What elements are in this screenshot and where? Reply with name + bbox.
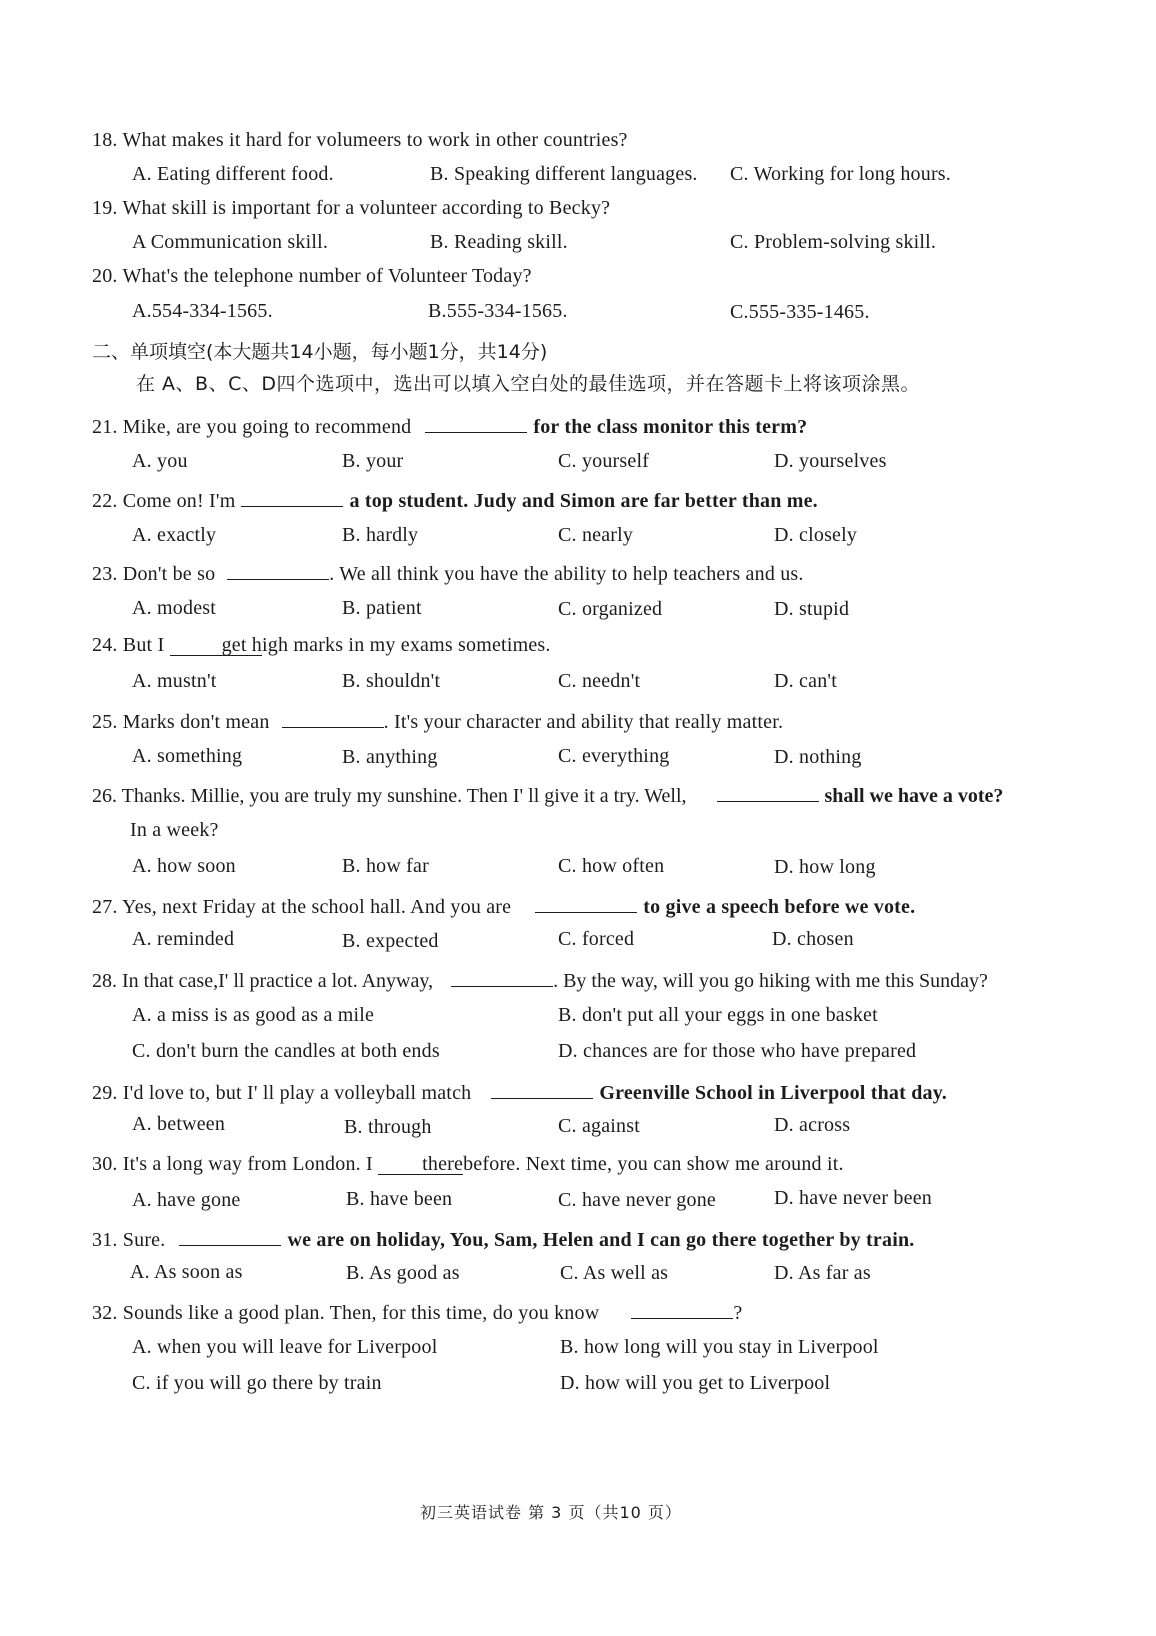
option-b: B. As good as [346,1262,460,1284]
option-d: D. across [774,1114,851,1136]
question-stem-end: we are on holiday, You, Sam, Helen and I can go there together by train. [287,1229,915,1251]
question-stem-end: shall we have a vote? [824,785,1004,807]
option-b: B. expected [342,930,439,952]
option-d: D. stupid [774,598,850,620]
question-stem: 21. Mike, are you going to recommend [92,416,412,438]
question-19 [92,198,610,218]
section-instruction: 在 A、B、C、D四个选项中，选出可以填入空白处的最佳选项，并在答题卡上将该项涂黑。 [136,373,920,395]
question-text: What's the telephone number of Volunteer Today? [122,265,532,287]
question-stem: 23. Don't be so [92,563,216,585]
question-stem-end: . It's your character and ability that really matter. [383,711,784,733]
question-31 [92,1227,914,1250]
option-b: B. hardly [342,524,419,546]
option-c: C. organized [558,598,663,620]
question-30 [92,1154,844,1175]
question-text: What skill is important for a volunteer according to Becky? [122,197,611,219]
question-stem-end: . We all think you have the ability to help teachers and us. [329,563,804,585]
answer-blank [491,1080,593,1099]
question-stem: 29. I'd love to, but I' ll play a volleyball match [92,1082,472,1104]
answer-blank [241,488,343,507]
option-d: D. As far as [774,1262,871,1284]
question-stem: 31. Sure. [92,1229,166,1251]
answer-blank [179,1227,281,1246]
option-a: A. a miss is as good as a mile [132,1004,375,1026]
question-number: 19. [92,197,118,219]
blank-text: there [422,1153,464,1175]
option-a: A Communication skill. [132,231,329,253]
option-b: B. have been [346,1188,453,1210]
question-20 [92,266,532,286]
option-a: A. exactly [132,524,217,546]
question-28 [92,968,988,991]
question-26-line2: In a week? [130,819,219,841]
option-b: B. how far [342,855,429,877]
option-a: A. something [132,745,243,767]
question-stem-end: for the class monitor this term? [533,416,808,438]
question-stem: 27. Yes, next Friday at the school hall. And you are [92,896,512,918]
question-24 [92,635,551,656]
blank-text: get h [221,634,262,656]
option-a: A. how soon [132,855,236,877]
option-c: C. yourself [558,450,650,472]
option-b: B. your [342,450,404,472]
option-a: A. mustn't [132,670,217,692]
option-d: D. have never been [774,1187,932,1209]
option-b: B. shouldn't [342,670,441,692]
question-number: 20. [92,265,118,287]
question-stem-end: igh marks in my exams sometimes. [262,634,551,656]
question-21 [92,414,807,437]
option-c: C. if you will go there by train [132,1372,382,1394]
option-c: C.555-335-1465. [730,301,870,323]
answer-blank [378,1154,463,1175]
option-d: D. nothing [774,746,862,768]
answer-blank [535,894,637,913]
answer-blank [170,635,262,656]
question-stem-end: Greenville School in Liverpool that day. [599,1082,948,1104]
question-29 [92,1080,947,1103]
answer-blank [451,968,553,987]
option-c: C. Problem-solving skill. [730,231,937,253]
answer-blank [425,414,527,433]
option-b: B. don't put all your eggs in one basket [558,1004,878,1026]
option-c: C. forced [558,928,635,950]
answer-blank [227,561,329,580]
question-stem-end: ? [733,1302,743,1324]
option-c: C. don't burn the candles at both ends [132,1040,440,1062]
answer-blank [631,1300,733,1319]
section-title: 二、单项填空(本大题共14小题，每小题1分，共14分) [92,341,548,363]
option-b: B. Reading skill. [430,231,568,253]
question-stem: 28. In that case,I' ll practice a lot. Anyway, [92,970,434,992]
option-a: A. when you will leave for Liverpool [132,1336,438,1358]
question-stem-end: a top student. Judy and Simon are far better than me. [349,490,818,512]
option-a: A.554-334-1565. [132,300,273,322]
option-b: B. patient [342,597,422,619]
option-c: C. Working for long hours. [730,163,951,185]
question-22 [92,488,818,511]
option-b: B. through [344,1116,432,1138]
option-c: C. everything [558,745,670,767]
option-d: D. chosen [772,928,854,950]
question-27 [92,894,915,917]
option-c: C. nearly [558,524,634,546]
option-b: B. how long will you stay in Liverpool [560,1336,879,1358]
option-a: A. between [132,1113,226,1135]
option-d: D. closely [774,524,858,546]
option-d: D. how long [774,856,876,878]
question-stem: 25. Marks don't mean [92,711,270,733]
option-c: C. needn't [558,670,641,692]
option-d: D. yourselves [774,450,887,472]
option-b: B. anything [342,746,438,768]
question-stem-end: before. Next time, you can show me around it. [463,1153,844,1175]
answer-blank [717,783,819,802]
option-a: A. As soon as [130,1261,243,1283]
option-a: A. you [132,450,188,472]
question-stem: 26. Thanks. Millie, you are truly my sunshine. Then I' ll give it a try. Well, [92,785,687,807]
option-c: C. against [558,1115,640,1137]
page-footer: 初三英语试卷 第 3 页（共10 页） [420,1503,682,1522]
option-d: D. how will you get to Liverpool [560,1372,831,1394]
answer-blank [282,709,384,728]
question-23 [92,561,804,584]
option-d: D. can't [774,670,837,692]
option-a: A. reminded [132,928,235,950]
question-stem: 24. But I [92,634,165,656]
question-stem: 30. It's a long way from London. I [92,1153,373,1175]
question-32 [92,1300,742,1323]
option-c: C. As well as [560,1262,669,1284]
option-b: B. Speaking different languages. [430,163,698,185]
question-25 [92,709,783,732]
option-a: A. Eating different food. [132,163,334,185]
question-number: 18. [92,129,118,151]
question-stem: 32. Sounds like a good plan. Then, for this time, do you know [92,1302,600,1324]
question-text: What makes it hard for volumeers to work in other countries? [122,129,628,151]
question-stem-end: to give a speech before we vote. [643,896,916,918]
question-stem-end: . By the way, will you go hiking with me this Sunday? [553,970,988,992]
option-a: A. modest [132,597,217,619]
option-c: C. how often [558,855,665,877]
option-b: B.555-334-1565. [428,300,568,322]
question-26 [92,783,1003,806]
option-a: A. have gone [132,1189,241,1211]
option-c: C. have never gone [558,1189,716,1211]
question-stem: 22. Come on! I'm [92,490,236,512]
question-18 [92,130,628,150]
option-d: D. chances are for those who have prepared [558,1040,917,1062]
